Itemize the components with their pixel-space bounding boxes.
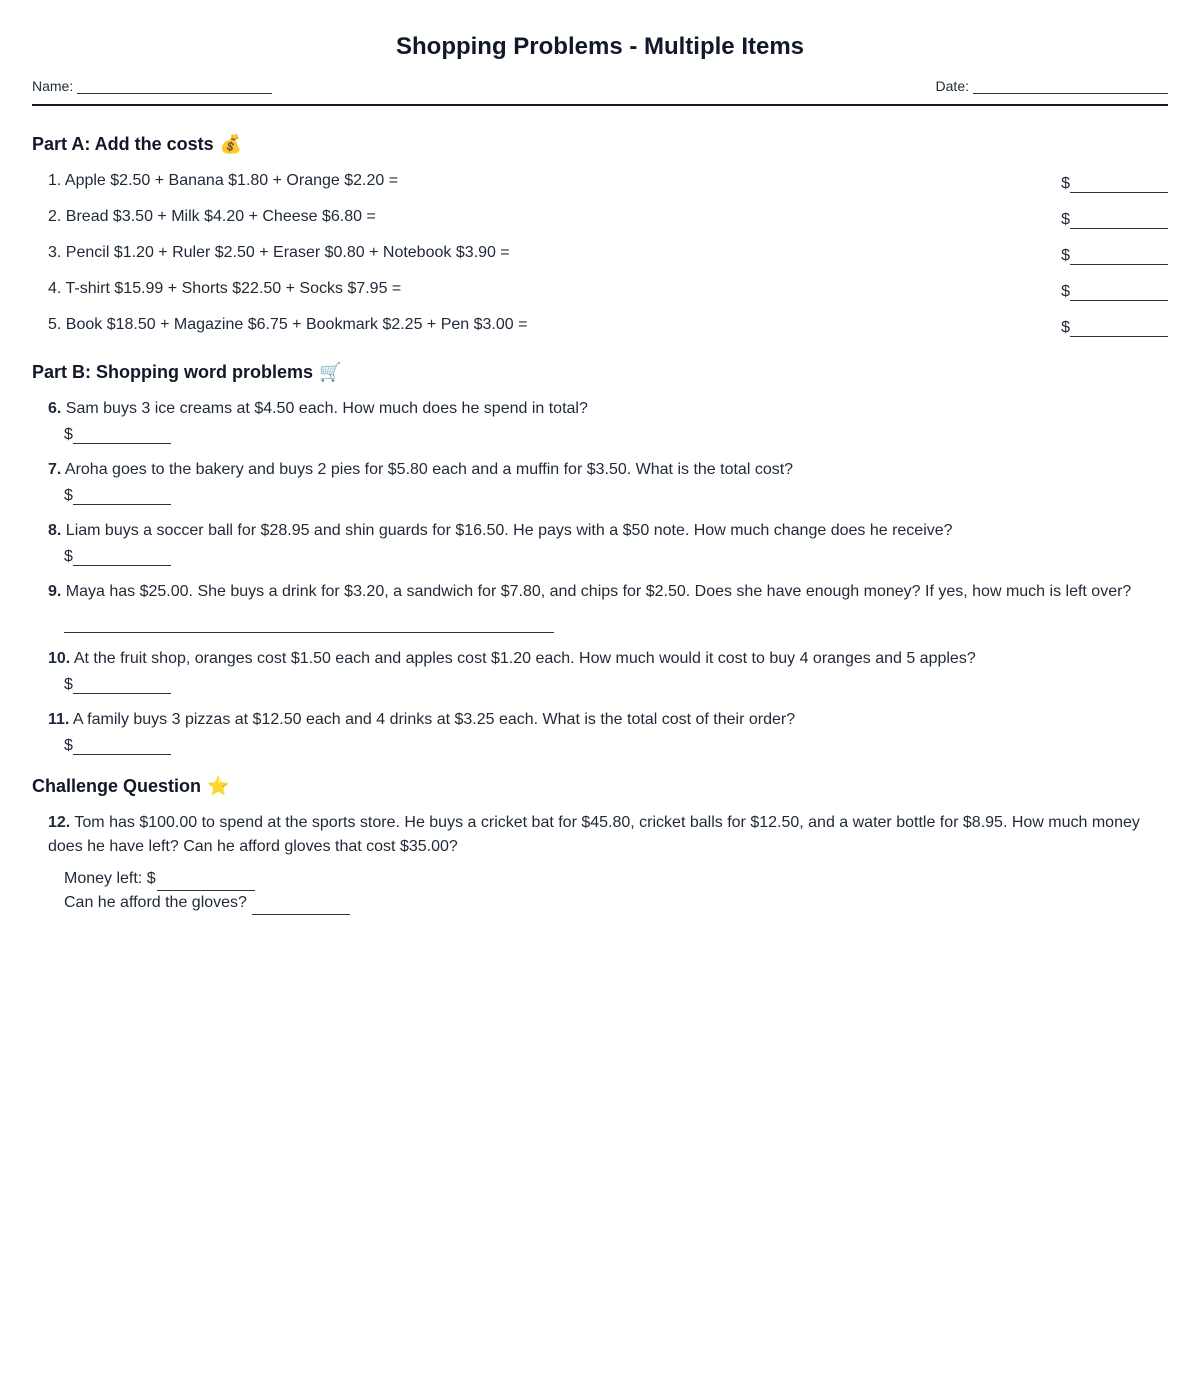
list-item xyxy=(32,161,1168,197)
part-a-title-text: Part A: Add the costs xyxy=(32,134,214,154)
dollar-sign: $ xyxy=(64,737,73,754)
question-number: 11. xyxy=(48,711,70,728)
page-title: Shopping Problems - Multiple Items xyxy=(395,33,805,60)
answer-field[interactable] xyxy=(1061,319,1168,341)
answer-field[interactable] xyxy=(1061,247,1168,269)
shopping-cart-icon: 🛒 xyxy=(319,362,342,382)
name-field xyxy=(32,78,272,94)
answer-blank[interactable] xyxy=(252,896,350,915)
question-text xyxy=(32,811,1168,859)
money-left-label: Money left: $ xyxy=(64,870,156,887)
star-icon: ⭐ xyxy=(207,776,230,796)
answer-blank[interactable] xyxy=(64,614,554,633)
answer-blank[interactable] xyxy=(1070,284,1168,301)
part-a-title xyxy=(32,133,1168,155)
money-bag-icon: 💰 xyxy=(219,134,243,154)
question-text xyxy=(32,397,1168,421)
question-body: Aroha goes to the bakery and buys 2 pies for $5.80 each and a muffin for $3.50. What is the total cost? xyxy=(64,461,794,478)
question-body: At the fruit shop, oranges cost $1.50 each and apples cost $1.20 each. How much would it cost to buy 4 oranges and 5 apples? xyxy=(73,650,976,667)
answer-blank[interactable] xyxy=(73,736,171,755)
question-body: Sam buys 3 ice creams at $4.50 each. How much does he spend in total? xyxy=(65,400,588,417)
answer-blank[interactable] xyxy=(73,486,171,505)
answer-blank[interactable] xyxy=(73,425,171,444)
money-left-field[interactable] xyxy=(32,867,1168,891)
dollar-sign: $ xyxy=(64,426,73,443)
afford-label: Can he afford the gloves? xyxy=(64,894,247,911)
question-12 xyxy=(32,811,1168,915)
question-text xyxy=(32,580,1168,604)
dollar-sign: $ xyxy=(1061,247,1070,264)
question-number: 7. xyxy=(48,461,62,478)
question-6 xyxy=(32,397,1168,444)
question-text xyxy=(32,519,1168,543)
question-body: Maya has $25.00. She buys a drink for $3.20, a sandwich for $7.80, and chips for $2.50. Does she have enough money? If yes, how much is left over? xyxy=(65,583,1132,600)
name-blank[interactable] xyxy=(77,79,272,94)
answer-field[interactable] xyxy=(32,675,1168,694)
problem-text: 5. Book $18.50 + Magazine $6.75 + Bookmark $2.25 + Pen $3.00 = xyxy=(48,316,528,333)
problem-text: 3. Pencil $1.20 + Ruler $2.50 + Eraser $0.80 + Notebook $3.90 = xyxy=(48,244,510,261)
question-body: A family buys 3 pizzas at $12.50 each and 4 drinks at $3.25 each. What is the total cost of their order? xyxy=(72,711,796,728)
dollar-sign: $ xyxy=(1061,319,1070,336)
dollar-sign: $ xyxy=(64,487,73,504)
dollar-sign: $ xyxy=(64,676,73,693)
answer-field[interactable] xyxy=(1061,283,1168,305)
answer-blank[interactable] xyxy=(1070,320,1168,337)
dollar-sign: $ xyxy=(1061,283,1070,300)
question-body: Tom has $100.00 to spend at the sports store. He buys a cricket bat for $45.80, cricket balls for $12.50, and a water bottle for $8.95. How much money does he have left? Can he afford gloves that cost $35.00? xyxy=(48,814,1140,855)
problem-text: 1. Apple $2.50 + Banana $1.80 + Orange $2.20 = xyxy=(48,172,399,189)
list-item xyxy=(32,197,1168,233)
part-b-title xyxy=(32,361,1168,383)
question-9 xyxy=(32,580,1168,633)
challenge-title xyxy=(32,775,1168,797)
problem-text: 4. T-shirt $15.99 + Shorts $22.50 + Socks $7.95 = xyxy=(48,280,402,297)
part-b-title-text: Part B: Shopping word problems xyxy=(32,362,314,382)
challenge-title-text: Challenge Question xyxy=(32,776,202,796)
date-field xyxy=(936,78,1168,94)
answer-field[interactable] xyxy=(32,547,1168,566)
answer-blank[interactable] xyxy=(1070,248,1168,265)
date-label: Date: xyxy=(935,78,969,94)
answer-blank[interactable] xyxy=(73,675,171,694)
question-10 xyxy=(32,647,1168,694)
date-blank[interactable] xyxy=(973,79,1168,94)
question-number: 9. xyxy=(48,583,62,600)
question-number: 10. xyxy=(48,650,71,667)
header-fields xyxy=(32,78,1168,106)
question-number: 8. xyxy=(48,522,62,539)
answer-field[interactable] xyxy=(1061,175,1168,197)
question-8 xyxy=(32,519,1168,566)
answer-field[interactable] xyxy=(32,608,1168,633)
answer-field[interactable] xyxy=(1061,211,1168,233)
question-text xyxy=(32,458,1168,482)
part-a-list xyxy=(32,161,1168,341)
question-text xyxy=(32,647,1168,671)
question-text xyxy=(32,708,1168,732)
list-item xyxy=(32,305,1168,341)
answer-field[interactable] xyxy=(32,486,1168,505)
dollar-sign: $ xyxy=(64,548,73,565)
name-label: Name: xyxy=(32,78,74,94)
answer-blank[interactable] xyxy=(1070,176,1168,193)
problem-text: 2. Bread $3.50 + Milk $4.20 + Cheese $6.80 = xyxy=(48,208,376,225)
afford-field[interactable] xyxy=(32,891,1168,915)
answer-field[interactable] xyxy=(32,736,1168,755)
dollar-sign: $ xyxy=(1061,175,1070,192)
question-11 xyxy=(32,708,1168,755)
answer-blank[interactable] xyxy=(157,872,255,891)
answer-blank[interactable] xyxy=(73,547,171,566)
question-number: 12. xyxy=(48,814,71,831)
dollar-sign: $ xyxy=(1061,211,1070,228)
question-number: 6. xyxy=(48,400,62,417)
question-body: Liam buys a soccer ball for $28.95 and shin guards for $16.50. He pays with a $50 note. How much change does he receive? xyxy=(65,522,953,539)
answer-field[interactable] xyxy=(32,425,1168,444)
answer-blank[interactable] xyxy=(1070,212,1168,229)
list-item xyxy=(32,269,1168,305)
question-7 xyxy=(32,458,1168,505)
list-item xyxy=(32,233,1168,269)
